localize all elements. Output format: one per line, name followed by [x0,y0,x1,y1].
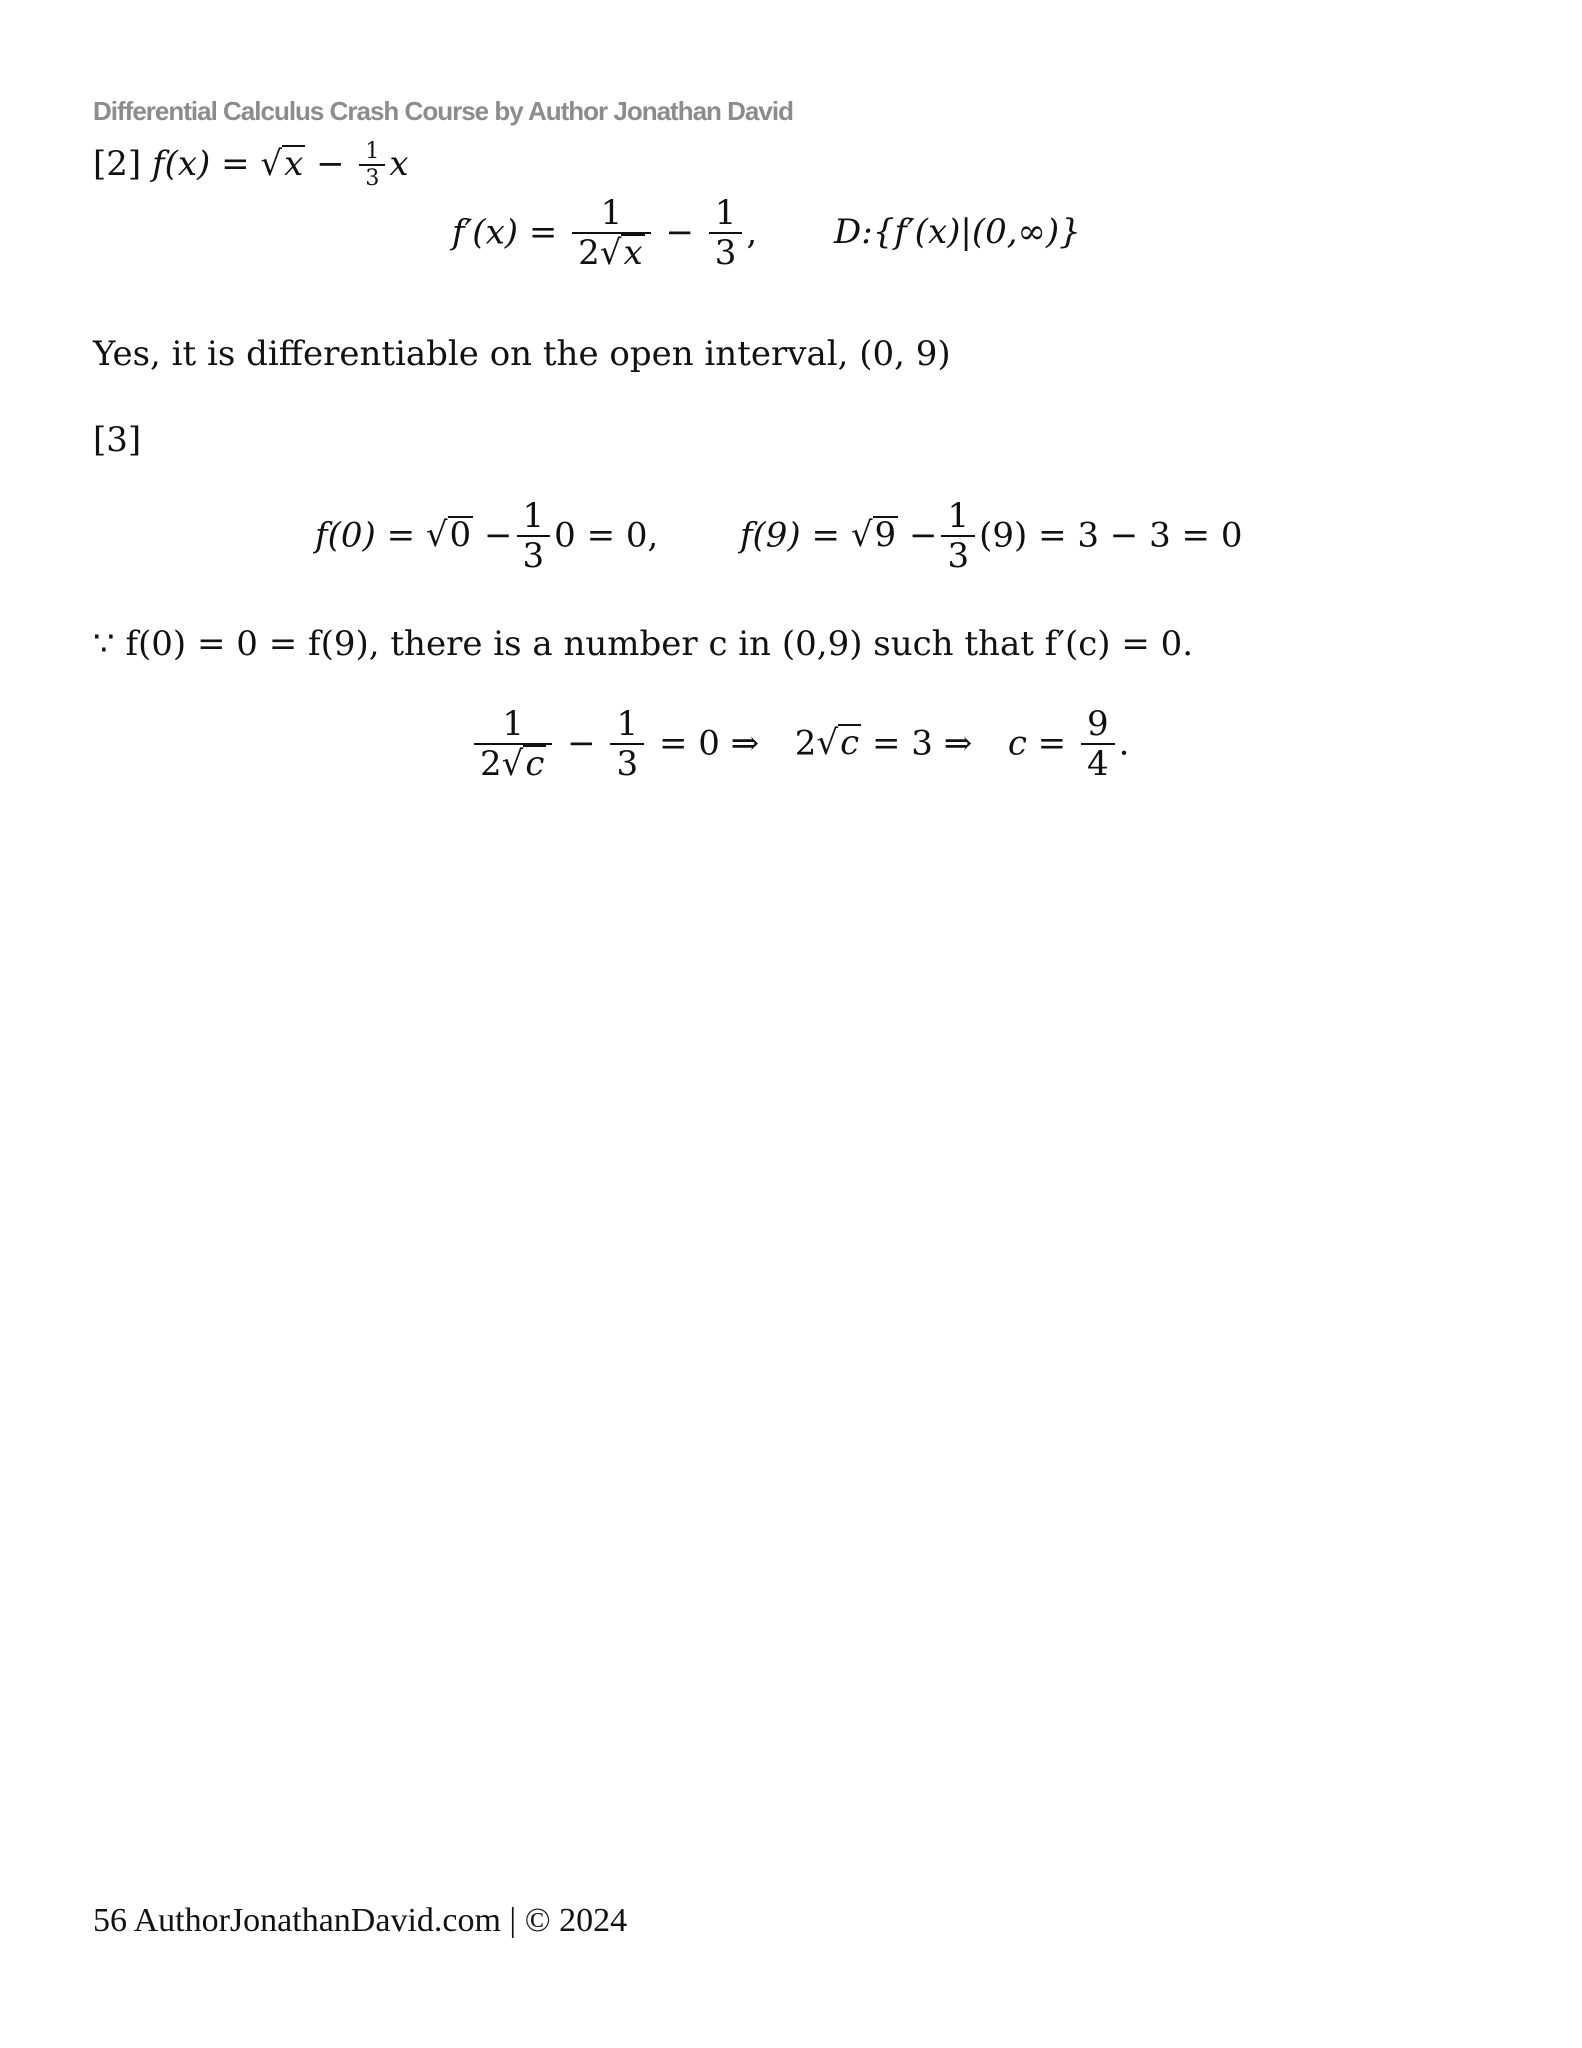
equals-sign: = [221,143,250,184]
derivative-lhs: f′(x) [452,212,519,253]
domain-statement: D:{f′(x)|(0,∞)} [834,212,1081,253]
minus-sign: − [316,143,345,184]
running-header: Differential Calculus Crash Course by Author Jonathan David [93,96,793,126]
function-name: f(x) [151,143,211,184]
because-symbol: ∵ [93,624,115,664]
fraction-one-third: $\frac{1}{3}$ [517,498,551,576]
problem-2-statement [93,140,409,191]
problem-3-label: [3] [93,420,142,460]
solution-steps: $\frac{1}{2√c}$ − $\frac{1}{3}$ = 0 ⇒ 2√c = 3 ⇒ c = $\frac{9}{4}$ . [470,706,1129,784]
rolle-theorem-statement: ∵ f(0) = 0 = f(9), there is a number c in (0,9) such that f′(c) = 0. [93,624,1194,664]
fraction-one-over-two-root-x: $\frac{1}{2√x}$ [572,195,651,273]
fraction-one-over-two-root-c: $\frac{1}{2√c}$ [474,706,552,784]
problem-label: [2] [93,143,142,184]
fraction-one-third: $\frac{1}{3}$ [610,706,644,784]
fraction-one-third: $\frac{1}{3}$ [709,195,743,273]
equals-sign: = [528,212,558,253]
page-footer: 56 AuthorJonathanDavid.com | © 2024 [93,1902,628,1939]
fraction-one-third: $\frac{1}{3}$ [359,140,385,191]
comma: , [746,212,758,253]
fraction-one-third: $\frac{1}{3}$ [941,498,975,576]
sqrt-x: √x [260,143,304,184]
variable-x: x [389,143,409,184]
differentiability-statement: Yes, it is differentiable on the open interval, (0, 9) [93,334,951,374]
minus-sign: − [665,212,694,253]
derivative-equation [452,195,1081,273]
endpoint-evaluation: f(0) = √0 − $\frac{1}{3}$ 0 = 0, f(9) = √9 − $\frac{1}{3}$ (9) = 3 − 3 = 0 [315,496,1243,577]
fraction-nine-fourths: $\frac{9}{4}$ [1081,706,1115,784]
